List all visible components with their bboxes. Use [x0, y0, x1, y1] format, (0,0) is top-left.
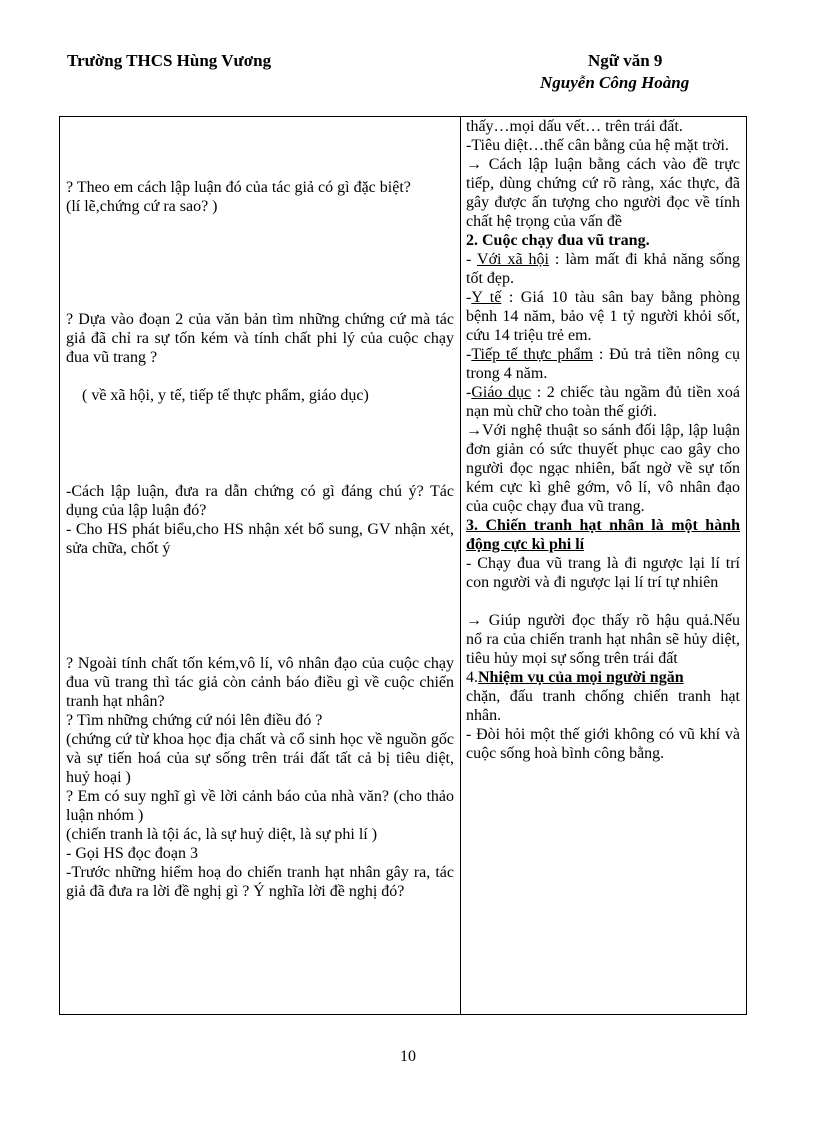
section-title: Nhiệm vụ của mọi người ngăn [478, 669, 684, 686]
school-name: Trường THCS Hùng Vương [67, 51, 272, 70]
question-evidence [66, 310, 454, 405]
answer-label: Tiếp tế thực phẩm [471, 346, 593, 363]
answer-label: Với xã hội [477, 251, 549, 268]
answer-text: : làm mất đi khả năng sống tốt đẹp. [466, 251, 741, 287]
question-hint: (chiến tranh là tội ác, là sự huỷ diệt, là sự phi lí ) [66, 826, 378, 843]
answer-conclusion: →Với nghệ thuật so sánh đối lập, lập luận đơn giản có sức thuyết phục cao gây cho người đọc ngạc nhiên, bất ngờ về sự tốn kém cực kì ghê gớm, vô lí, vô nhân đạo của cuộc chạy đua vũ trang. [466, 422, 740, 515]
answer-text: : Giá 10 tàu sân bay bằng phòng bệnh 14 năm, bảo vệ 1 tỷ người khỏi sốt, cứu 14 triệu trẻ em. [466, 289, 741, 344]
answer-column [466, 117, 740, 763]
question-warning [66, 654, 454, 901]
answer-text: thấy…mọi dấu vết… trên trái đất. [466, 118, 683, 135]
answer-label: Giáo dục [471, 384, 532, 401]
answer-item: -Giáo dục : 2 chiếc tàu ngầm đủ tiền xoá nạn mù chữ cho toàn thế giới. [466, 384, 741, 420]
question-hint: (lí lẽ,chứng cứ ra sao? ) [66, 198, 218, 215]
answer-item: -Tiếp tế thực phẩm : Đủ trả tiền nông cụ trong 4 năm. [466, 346, 741, 382]
author-name: Nguyễn Công Hoàng [540, 73, 690, 92]
answer-text: chặn, đấu tranh chống chiến tranh hạt nhân. [466, 688, 740, 724]
column-divider [460, 116, 461, 1015]
section-title: 2. Cuộc chạy đua vũ trang. [466, 232, 650, 249]
section-number: 4. [466, 669, 478, 686]
question-text: ? Theo em cách lập luận đó của tác giả có gì đặc biệt? [66, 179, 411, 196]
answer-item: - Với xã hội : làm mất đi khả năng sống tốt đẹp. [466, 251, 741, 287]
question-argument-effect [66, 482, 454, 558]
answer-text: - Chạy đua vũ trang là đi ngược lại lí trí con người và đi ngược lại lí trí tự nhiên [466, 555, 740, 591]
teacher-note: - Gọi HS đọc đoạn 3 [66, 845, 198, 862]
answer-item: -Y tế : Giá 10 tàu sân bay bằng phòng bệnh 14 năm, bảo vệ 1 tỷ người khỏi sốt, cứu 14 triệu trẻ em. [466, 289, 741, 344]
answer-text: : 2 chiếc tàu ngầm đủ tiền xoá nạn mù chữ cho toàn thế giới. [466, 384, 741, 420]
answer-text: - Đòi hỏi một thế giới không có vũ khí và cuộc sống hoà bình công bằng. [466, 726, 740, 762]
question-hint: (chứng cứ từ khoa học địa chất và cổ sinh học về nguồn gốc và sự tiến hoá của sự sống trên trái đất tất cả bị tiêu diệt, huỷ hoại ) [66, 731, 454, 786]
answer-text: : Đủ trả tiền nông cụ trong 4 năm. [466, 346, 741, 382]
answer-text: -Tiêu diệt…thế cân bằng của hệ mặt trời. [466, 137, 729, 154]
teacher-note: - Cho HS phát biểu,cho HS nhận xét bổ sung, GV nhận xét, sửa chữa, chốt ý [66, 521, 454, 557]
question-hint: ( về xã hội, y tế, tiếp tế thực phẩm, giáo dục) [82, 387, 369, 404]
question-argument-style [66, 178, 454, 216]
answer-label: Y tế [471, 289, 502, 306]
answer-conclusion: → Giúp người đọc thấy rõ hậu quả.Nếu nổ ra của chiến tranh hạt nhân sẽ hủy diệt, tiêu hủy mọi sự sống trên trái đất [466, 612, 740, 667]
question-text: -Trước những hiểm hoạ do chiến tranh hạt nhân gây ra, tác giả đã đưa ra lời đề nghị gì ? Ý nghĩa lời đề nghị đó? [66, 864, 454, 900]
section-title: 3. Chiến tranh hạt nhân là một hành động cực kì phi lí [466, 517, 740, 553]
subject-name: Ngữ văn 9 [588, 51, 663, 70]
question-text: ? Ngoài tính chất tốn kém,vô lí, vô nhân đạo của cuộc chạy đua vũ trang thì tác giả còn cảnh báo điều gì về cuộc chiến tranh hạt nhân? [66, 655, 454, 710]
page-number: 10 [400, 1048, 416, 1065]
answer-conclusion: → Cách lập luận bằng cách vào đề trực tiếp, dùng chứng cứ rõ ràng, xác thực, đã gây được ấn tượng cho người đọc về tính chất hệ trọng của vấn đề [466, 156, 740, 230]
question-text: -Cách lập luận, đưa ra dẫn chứng có gì đáng chú ý? Tác dụng của lập luận đó? [66, 483, 454, 519]
question-text: ? Tìm những chứng cứ nói lên điều đó ? [66, 712, 323, 729]
question-text: ? Em có suy nghĩ gì về lời cảnh báo của nhà văn? (cho thảo luận nhóm ) [66, 788, 454, 824]
section-title-line [466, 668, 740, 687]
question-text: ? Dựa vào đoạn 2 của văn bản tìm những chứng cứ mà tác giả đã chỉ ra sự tốn kém và tính chất phi lý của cuộc chạy đua vũ trang ? [66, 311, 454, 366]
